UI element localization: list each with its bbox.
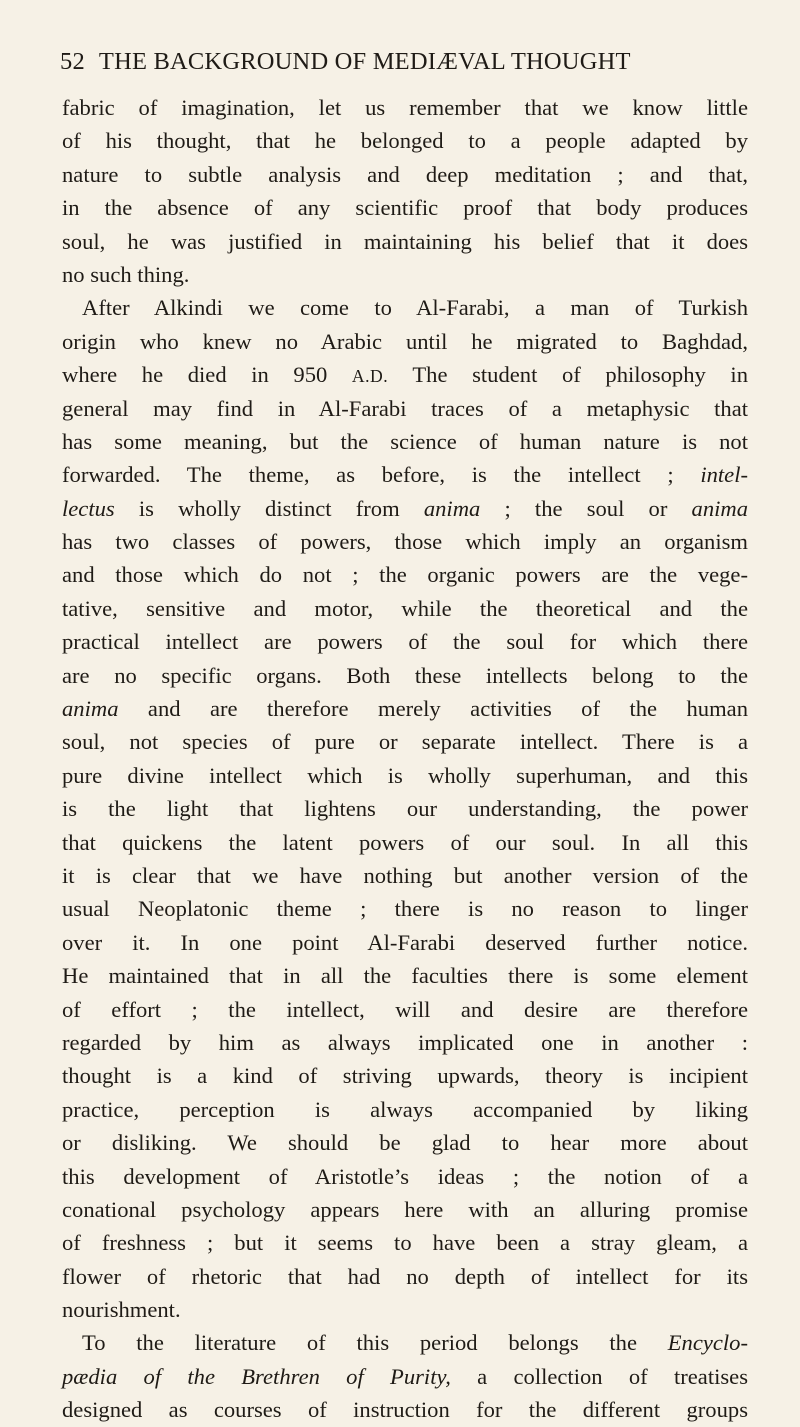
text-line: pædia of the Brethren of Purity, a collection of treatises bbox=[62, 1363, 748, 1389]
running-head bbox=[60, 48, 750, 76]
text-line: tative, sensitive and motor, while the theoretical and the bbox=[62, 595, 748, 621]
text-line: is the light that lightens our understanding, the power bbox=[62, 796, 748, 822]
text-line: flower of rhetoric that had no depth of intellect for its bbox=[62, 1263, 748, 1289]
text-line: practical intellect are powers of the soul for which there bbox=[62, 629, 748, 655]
text-line: over it. In one point Al-Farabi deserved further notice. bbox=[62, 929, 748, 955]
text-line: has some meaning, but the science of human nature is not bbox=[62, 428, 748, 454]
text-line: are no specific organs. Both these intellects belong to the bbox=[62, 662, 748, 688]
text-line: or disliking. We should be glad to hear more about bbox=[62, 1130, 748, 1156]
text-line: no such thing. bbox=[62, 261, 190, 287]
text-line: usual Neoplatonic theme ; there is no reason to linger bbox=[62, 896, 748, 922]
text-line: of freshness ; but it seems to have been a stray gleam, a bbox=[62, 1230, 748, 1256]
text-line: nourishment. bbox=[62, 1297, 181, 1323]
text-line: To the literature of this period belongs the Encyclo- bbox=[82, 1330, 748, 1356]
text-line: anima and are therefore merely activities of the human bbox=[62, 696, 748, 722]
text-line: He maintained that in all the faculties there is some element bbox=[62, 963, 748, 989]
text-line: where he died in 950 A.D. The student of philosophy in bbox=[62, 362, 749, 388]
text-line: After Alkindi we come to Al-Farabi, a man of Turkish bbox=[82, 295, 748, 321]
text-line: lectus is wholly distinct from anima ; the soul or anima bbox=[62, 495, 748, 521]
text-line: origin who knew no Arabic until he migrated to Baghdad, bbox=[62, 328, 748, 354]
text-line: regarded by him as always implicated one in another : bbox=[62, 1029, 748, 1055]
text-line: this development of Aristotle’s ideas ; the notion of a bbox=[62, 1163, 748, 1189]
page-number: 52 bbox=[60, 48, 85, 75]
text-line: and those which do not ; the organic powers are the vege- bbox=[62, 562, 748, 588]
text-line: fabric of imagination, let us remember that we know little bbox=[62, 95, 748, 120]
body-text bbox=[62, 91, 748, 1427]
text-line: has two classes of powers, those which imply an organism bbox=[62, 529, 748, 555]
text-line: general may find in Al-Farabi traces of a metaphysic that bbox=[62, 395, 748, 421]
text-line: in the absence of any scientific proof that body produces bbox=[62, 195, 748, 221]
text-line: designed as courses of instruction for the different groups bbox=[62, 1397, 748, 1423]
text-line: nature to subtle analysis and deep meditation ; and that, bbox=[62, 161, 748, 187]
text-line: that quickens the latent powers of our soul. In all this bbox=[62, 829, 748, 855]
text-line: of his thought, that he belonged to a people adapted by bbox=[62, 128, 748, 154]
text-line: soul, he was justified in maintaining his belief that it does bbox=[62, 228, 748, 254]
text-line: soul, not species of pure or separate intellect. There is a bbox=[62, 729, 748, 755]
text-line: pure divine intellect which is wholly superhuman, and this bbox=[62, 762, 748, 788]
text-line: it is clear that we have nothing but another version of the bbox=[62, 862, 748, 888]
text-line: practice, perception is always accompanied by liking bbox=[62, 1096, 748, 1122]
text-line: conational psychology appears here with an alluring promise bbox=[62, 1196, 748, 1222]
text-line: of effort ; the intellect, will and desire are therefore bbox=[62, 996, 748, 1022]
text-line: forwarded. The theme, as before, is the intellect ; intel- bbox=[62, 462, 748, 488]
text-line: thought is a kind of striving upwards, theory is incipient bbox=[62, 1063, 748, 1089]
running-title: THE BACKGROUND OF MEDIÆVAL THOUGHT bbox=[98, 48, 631, 75]
